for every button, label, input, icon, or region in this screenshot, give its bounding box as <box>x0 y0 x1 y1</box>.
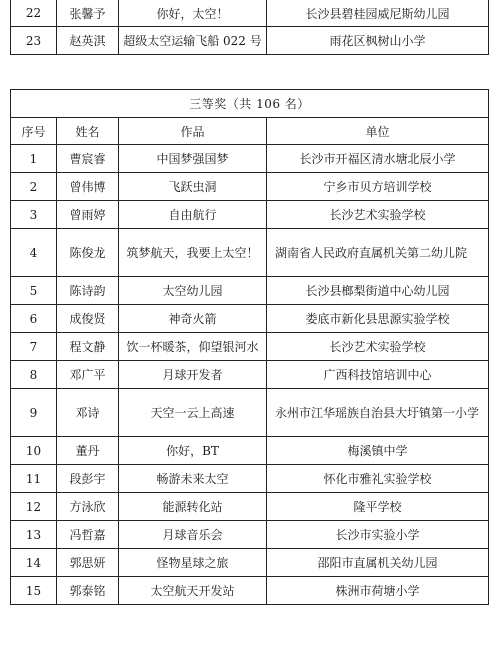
cell-work: 太空幼儿园 <box>119 277 267 305</box>
cell-no: 15 <box>11 577 57 605</box>
table-row <box>11 173 489 201</box>
cell-work: 飞跃虫洞 <box>119 173 267 201</box>
header-name: 姓名 <box>57 118 119 145</box>
cell-name: 陈诗韵 <box>57 277 119 305</box>
cell-no: 7 <box>11 333 57 361</box>
cell-work: 太空航天开发站 <box>119 577 267 605</box>
table-row <box>11 27 489 55</box>
cell-no: 23 <box>11 27 57 55</box>
cell-work: 月球音乐会 <box>119 521 267 549</box>
cell-work: 怪物星球之旅 <box>119 549 267 577</box>
cell-no: 10 <box>11 437 57 465</box>
table-row <box>11 549 489 577</box>
table-row <box>11 277 489 305</box>
table-row <box>11 521 489 549</box>
cell-unit: 隆平学校 <box>267 493 489 521</box>
cell-work: 你好，太空！ <box>119 0 267 27</box>
cell-unit: 宁乡市贝方培训学校 <box>267 173 489 201</box>
cell-name: 陈俊龙 <box>57 229 119 277</box>
cell-name: 曾伟博 <box>57 173 119 201</box>
cell-unit: 雨花区枫树山小学 <box>267 27 489 55</box>
cell-name: 郭泰铭 <box>57 577 119 605</box>
cell-unit: 长沙县碧桂园威尼斯幼儿园 <box>267 0 489 27</box>
table-row <box>11 361 489 389</box>
table-row <box>11 145 489 173</box>
cell-no: 22 <box>11 0 57 27</box>
cell-name: 邓诗 <box>57 389 119 437</box>
cell-name: 张馨予 <box>57 0 119 27</box>
cell-unit: 邵阳市直属机关幼儿园 <box>267 549 489 577</box>
cell-name: 赵英淇 <box>57 27 119 55</box>
cell-unit: 长沙艺术实验学校 <box>267 201 489 229</box>
cell-work: 中国梦强国梦 <box>119 145 267 173</box>
cell-work: 畅游未来太空 <box>119 465 267 493</box>
cell-unit: 株洲市荷塘小学 <box>267 577 489 605</box>
cell-name: 段彭宇 <box>57 465 119 493</box>
cell-no: 13 <box>11 521 57 549</box>
table-row <box>11 389 489 437</box>
cell-no: 11 <box>11 465 57 493</box>
cell-work: 超级太空运输飞船 022 号 <box>119 27 267 55</box>
cell-no: 5 <box>11 277 57 305</box>
cell-name: 冯哲嘉 <box>57 521 119 549</box>
header-unit: 单位 <box>267 118 489 145</box>
cell-name: 郭思妍 <box>57 549 119 577</box>
cell-unit: 长沙艺术实验学校 <box>267 333 489 361</box>
cell-unit: 梅溪镇中学 <box>267 437 489 465</box>
third-prize-caption: 三等奖（共 106 名） <box>11 90 489 118</box>
table-row <box>11 229 489 277</box>
cell-no: 12 <box>11 493 57 521</box>
cell-unit: 湖南省人民政府直属机关第二幼儿院 <box>267 229 489 277</box>
cell-unit: 永州市江华瑶族自治县大圩镇第一小学 <box>267 389 489 437</box>
table-row <box>11 305 489 333</box>
cell-work: 神奇火箭 <box>119 305 267 333</box>
cell-work: 你好，BT <box>119 437 267 465</box>
table-row <box>11 333 489 361</box>
cell-no: 8 <box>11 361 57 389</box>
cell-unit: 广西科技馆培训中心 <box>267 361 489 389</box>
cell-work: 能源转化站 <box>119 493 267 521</box>
cell-work: 自由航行 <box>119 201 267 229</box>
cell-name: 董丹 <box>57 437 119 465</box>
cell-work: 筑梦航天，我要上太空！ <box>119 229 267 277</box>
table-row <box>11 577 489 605</box>
cell-no: 3 <box>11 201 57 229</box>
cell-no: 1 <box>11 145 57 173</box>
cell-name: 程文静 <box>57 333 119 361</box>
cell-unit: 长沙市开福区清水塘北辰小学 <box>267 145 489 173</box>
cell-no: 6 <box>11 305 57 333</box>
third-prize-table <box>10 89 489 605</box>
cell-name: 邓广平 <box>57 361 119 389</box>
cell-work: 饮一杯暖茶，仰望银河水 <box>119 333 267 361</box>
cell-name: 方泳欣 <box>57 493 119 521</box>
header-work: 作品 <box>119 118 267 145</box>
table-header-row <box>11 118 489 145</box>
header-no: 序号 <box>11 118 57 145</box>
cell-no: 14 <box>11 549 57 577</box>
table-row <box>11 437 489 465</box>
cell-unit: 长沙县榔梨街道中心幼儿园 <box>267 277 489 305</box>
cell-unit: 长沙市实验小学 <box>267 521 489 549</box>
cell-no: 9 <box>11 389 57 437</box>
cell-no: 4 <box>11 229 57 277</box>
cell-name: 曾雨婷 <box>57 201 119 229</box>
table-row <box>11 465 489 493</box>
cell-name: 成俊贤 <box>57 305 119 333</box>
table-row <box>11 493 489 521</box>
cell-work: 月球开发者 <box>119 361 267 389</box>
cell-no: 2 <box>11 173 57 201</box>
cell-unit: 怀化市雅礼实验学校 <box>267 465 489 493</box>
cell-unit: 娄底市新化县思源实验学校 <box>267 305 489 333</box>
cell-work: 天空一云上高速 <box>119 389 267 437</box>
second-prize-table-continued <box>10 0 489 55</box>
table-caption-row <box>11 90 489 118</box>
table-row <box>11 201 489 229</box>
cell-name: 曹宸睿 <box>57 145 119 173</box>
table-row <box>11 0 489 27</box>
